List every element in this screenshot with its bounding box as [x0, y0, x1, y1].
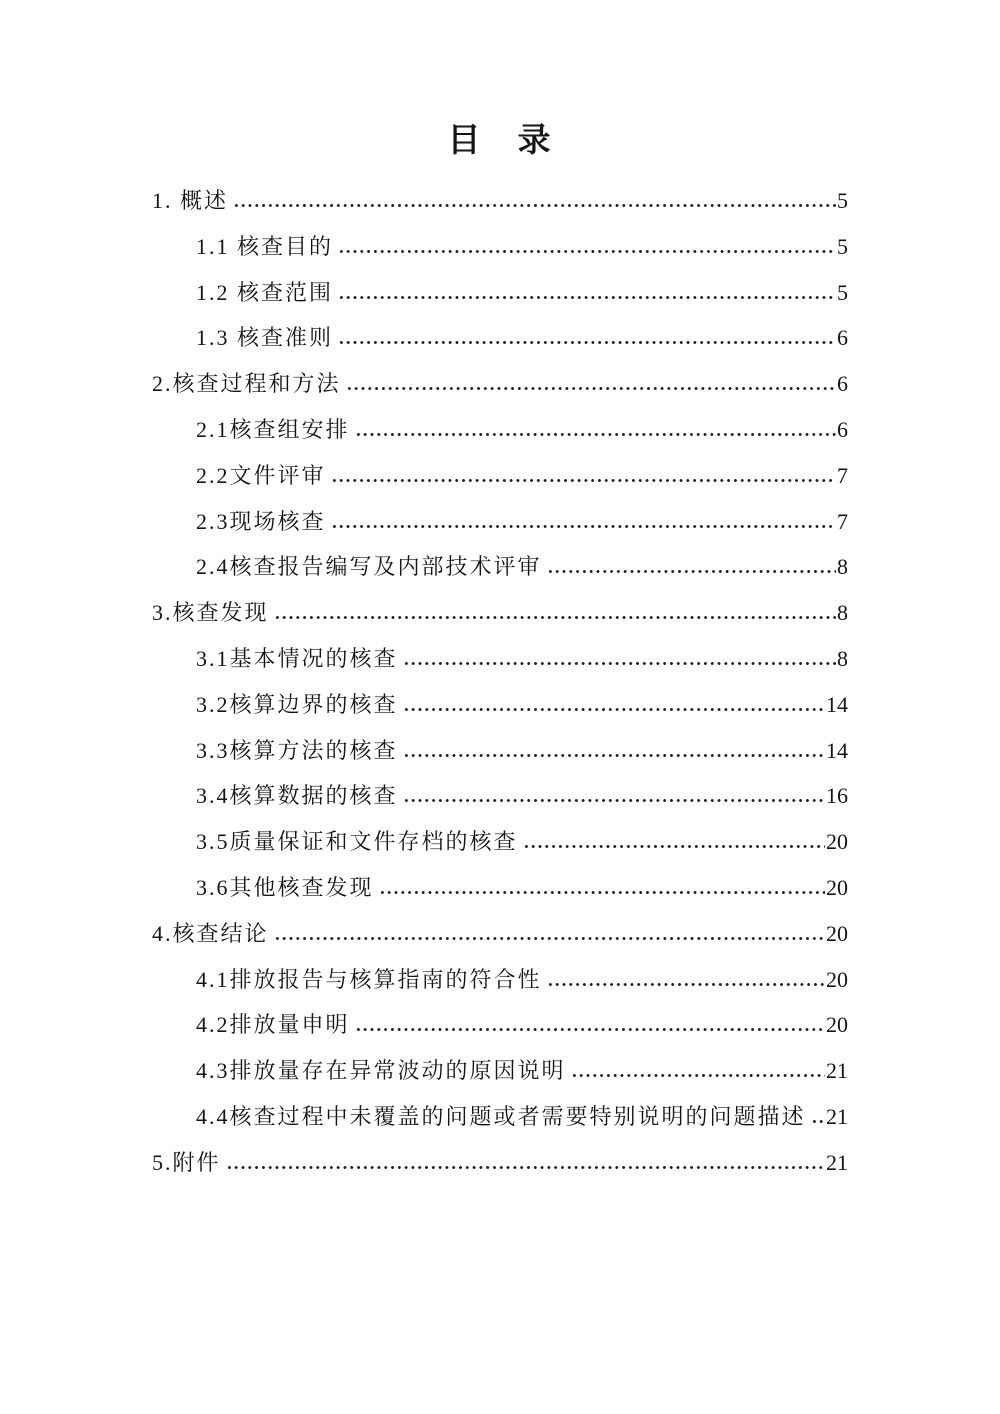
- toc-entry[interactable]: [152, 544, 848, 590]
- toc-entry-label: 4.3排放量存在异常波动的原因说明: [196, 1058, 566, 1084]
- toc-entry-label: 2.4核查报告编写及内部技术评审: [196, 554, 542, 580]
- toc-entry[interactable]: [152, 407, 848, 453]
- toc-entry[interactable]: [152, 270, 848, 316]
- toc-entry[interactable]: [152, 1002, 848, 1048]
- toc-entry-page-number: 8: [837, 600, 848, 626]
- toc-entry-page-number: 5: [837, 188, 848, 213]
- toc-entry-page-number: 6: [837, 371, 848, 397]
- toc-entry-page-number: 14: [826, 691, 848, 717]
- toc-entry-label: 3.3核算方法的核查: [196, 737, 398, 763]
- toc-entry[interactable]: [152, 728, 848, 774]
- toc-entry[interactable]: [152, 499, 848, 545]
- toc-entry-label: 2.3现场核查: [196, 508, 326, 534]
- toc-entry-label: 4.1排放报告与核算指南的符合性: [196, 966, 542, 992]
- dot-leader: [331, 524, 836, 529]
- dot-leader: [355, 432, 836, 437]
- dot-leader: [274, 615, 836, 620]
- toc-entry[interactable]: [152, 636, 848, 682]
- dot-leader: [547, 982, 825, 987]
- toc-entry-label: 3.6其他核查发现: [196, 874, 374, 900]
- dot-leader: [403, 753, 825, 758]
- toc-entry-page-number: 21: [826, 1103, 848, 1129]
- toc-entry-label: 5.附件: [152, 1149, 221, 1175]
- toc-entry-page-number: 7: [837, 508, 848, 534]
- toc-entry-page-number: 5: [837, 279, 848, 305]
- toc-entry-page-number: 8: [837, 554, 848, 580]
- toc-entry[interactable]: [152, 957, 848, 1003]
- toc-entry-page-number: 21: [826, 1058, 848, 1084]
- dot-leader: [379, 890, 825, 895]
- toc-entry-page-number: 20: [826, 874, 848, 900]
- dot-leader: [523, 844, 825, 849]
- toc-entry[interactable]: [152, 911, 848, 957]
- toc-entry-page-number: 20: [826, 920, 848, 946]
- dot-leader: [355, 1027, 825, 1032]
- toc-entry[interactable]: [152, 1140, 848, 1186]
- toc-entry-page-number: 20: [826, 966, 848, 992]
- toc-entry[interactable]: [152, 315, 848, 361]
- table-of-contents: [152, 178, 848, 1186]
- dot-leader: [233, 203, 836, 208]
- toc-entry[interactable]: [152, 682, 848, 728]
- toc-entry-page-number: 20: [826, 829, 848, 855]
- toc-entry-label: 3.2核算边界的核查: [196, 691, 398, 717]
- toc-entry-label: 1.1 核查目的: [196, 233, 334, 259]
- dot-leader: [403, 798, 825, 803]
- dot-leader: [338, 340, 836, 345]
- toc-entry-page-number: 14: [826, 737, 848, 763]
- dot-leader: [338, 295, 836, 300]
- dot-leader: [571, 1073, 825, 1078]
- toc-entry-label: 3.4核算数据的核查: [196, 783, 398, 809]
- toc-entry[interactable]: [152, 453, 848, 499]
- dot-leader: [274, 936, 825, 941]
- toc-entry[interactable]: [152, 773, 848, 819]
- toc-entry[interactable]: [152, 865, 848, 911]
- toc-entry-label: 3.5质量保证和文件存档的核查: [196, 829, 518, 855]
- toc-entry-page-number: 5: [837, 233, 848, 259]
- toc-entry-page-number: 6: [837, 325, 848, 351]
- toc-entry-label: 3.核查发现: [152, 600, 269, 626]
- toc-entry[interactable]: [152, 1048, 848, 1094]
- dot-leader: [403, 707, 825, 712]
- toc-entry-label: 2.核查过程和方法: [152, 371, 341, 397]
- toc-entry-label: 1.3 核查准则: [196, 325, 334, 351]
- toc-entry[interactable]: [152, 224, 848, 270]
- toc-entry-label: 1. 概述: [152, 188, 229, 213]
- toc-entry-label: 1.2 核查范围: [196, 279, 334, 305]
- toc-entry-label: 2.2文件评审: [196, 462, 326, 488]
- toc-entry-page-number: 16: [826, 783, 848, 809]
- toc-entry-label: 2.1核查组安排: [196, 416, 350, 442]
- toc-entry-page-number: 7: [837, 462, 848, 488]
- toc-entry[interactable]: [152, 819, 848, 865]
- toc-entry[interactable]: [152, 1094, 848, 1140]
- dot-leader: [338, 249, 836, 254]
- toc-entry-page-number: 21: [826, 1149, 848, 1175]
- dot-leader: [226, 1165, 825, 1170]
- dot-leader: [346, 386, 836, 391]
- toc-entry-page-number: 20: [826, 1012, 848, 1038]
- dot-leader: [331, 478, 836, 483]
- dot-leader: [403, 661, 836, 666]
- dot-leader: [547, 569, 836, 574]
- dot-leader: [811, 1119, 825, 1124]
- toc-entry-label: 4.2排放量申明: [196, 1012, 350, 1038]
- toc-entry[interactable]: [152, 178, 848, 224]
- toc-entry[interactable]: [152, 361, 848, 407]
- toc-title: 目 录: [447, 123, 553, 159]
- toc-entry-page-number: 6: [837, 416, 848, 442]
- toc-entry-label: 4.核查结论: [152, 920, 269, 946]
- toc-entry-label: 3.1基本情况的核查: [196, 645, 398, 671]
- toc-entry-label: 4.4核查过程中未覆盖的问题或者需要特别说明的问题描述: [196, 1103, 806, 1129]
- toc-entry[interactable]: [152, 590, 848, 636]
- toc-entry-page-number: 8: [837, 645, 848, 671]
